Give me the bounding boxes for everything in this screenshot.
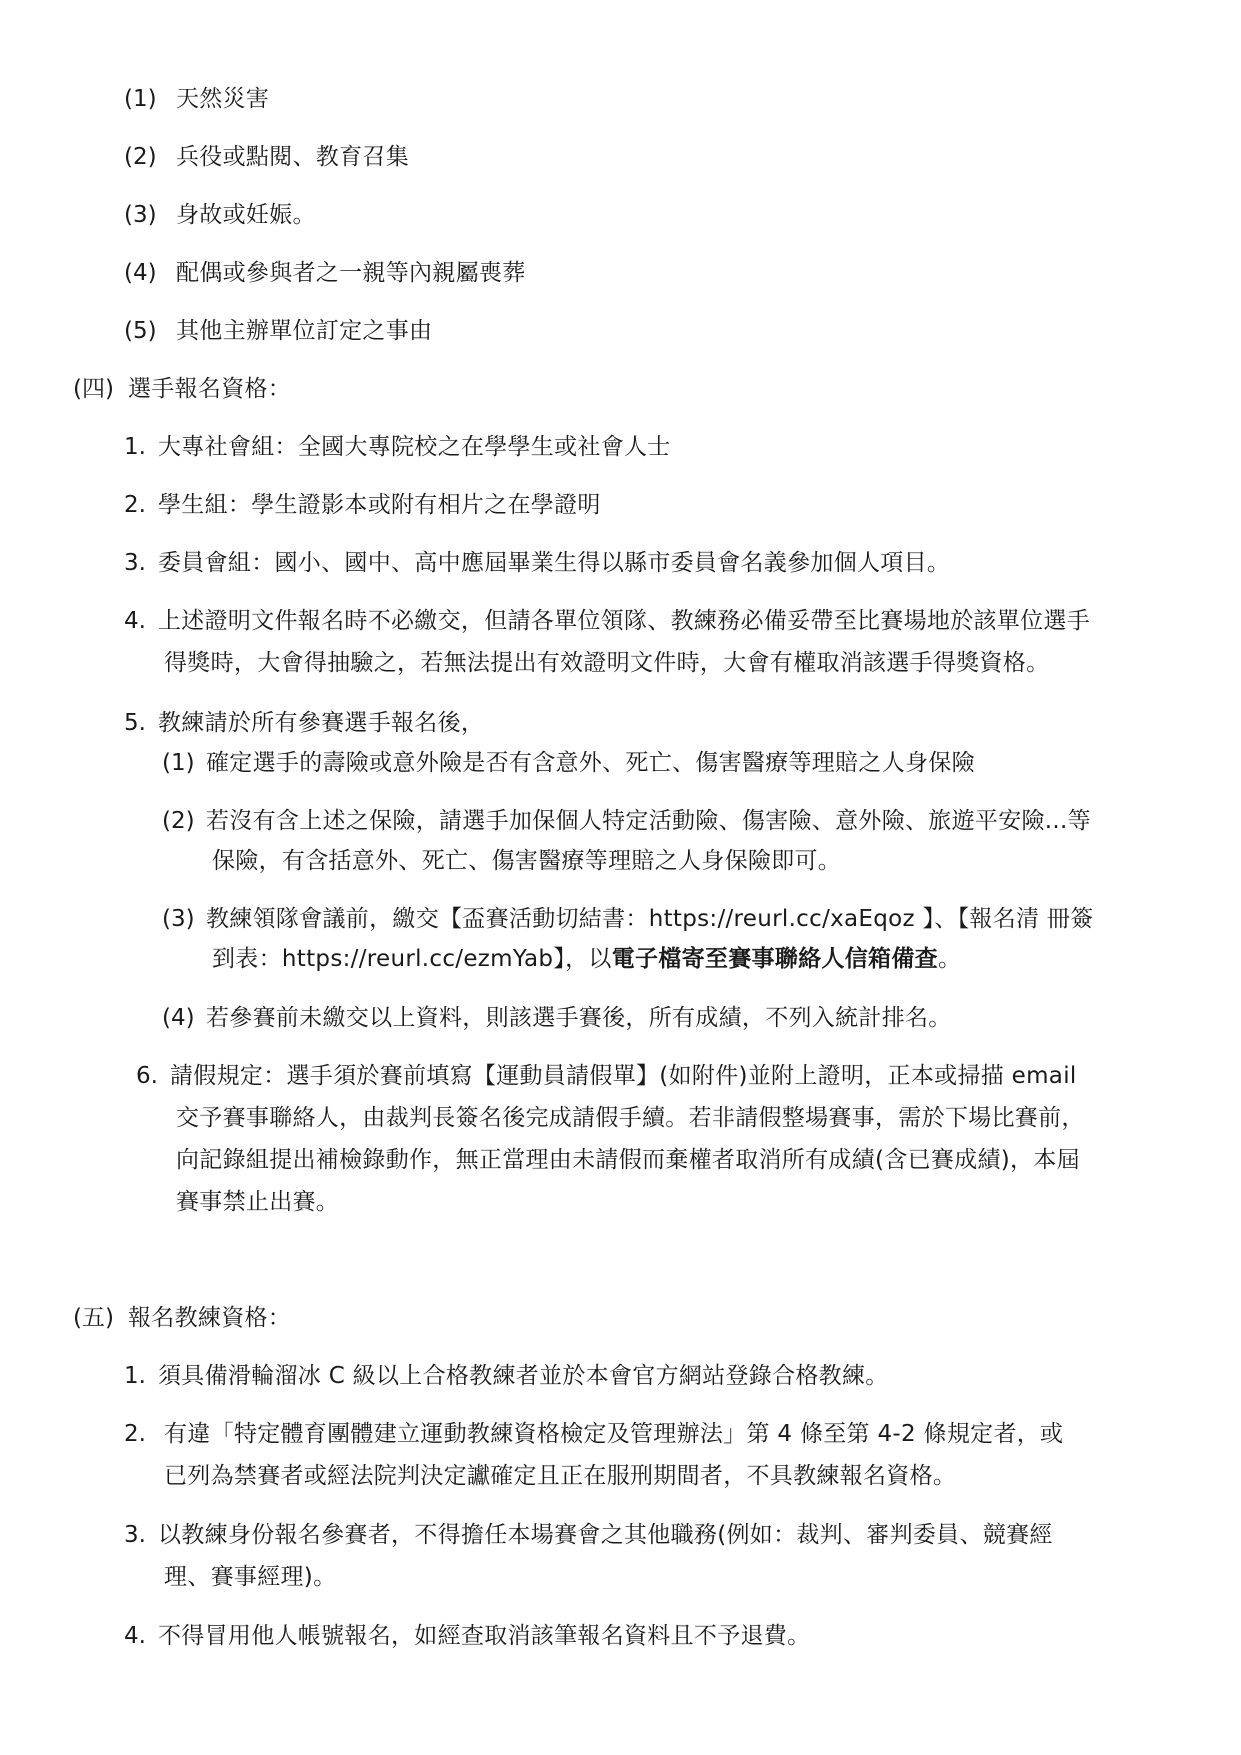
item-text: 請假規定：選手須於賽前填寫【運動員請假單】(如附件)並附上證明，正本或掃描 email [170,1063,1077,1089]
item-number: 1. [124,434,146,460]
item-text: 得獎時，大會得抽驗之，若無法提出有效證明文件時，大會有權取消該選手得獎資格。 [164,650,1050,676]
subitem-number: (4) [162,1005,195,1031]
item-number: 6. [136,1063,158,1089]
reason-number: (5) [124,318,157,344]
reason-text: 身故或妊娠。 [176,202,316,228]
subitem-text: 若沒有含上述之保險，請選手加保個人特定活動險、傷害險、意外險、旅遊平安險...等 [206,808,1091,834]
reason-number: (4) [124,260,157,286]
reason-number: (2) [124,144,157,170]
reason-text: 配偶或參與者之一親等內親屬喪葬 [176,260,526,286]
reason-text: 兵役或點閱、教育召集 [176,144,409,170]
subitem-text: 教練領隊會議前，繳交【盃賽活動切結書：https://reurl.cc/xaEqoz 】、【報名清 冊簽 [206,906,1094,932]
subitem-number: (1) [162,750,195,776]
item-text: 有違「特定體育團體建立運動教練資格檢定及管理辦法」第 4 條至第 4-2 條規定者，或 [164,1421,1064,1447]
subitem-text [212,944,961,974]
section-title: 選手報名資格： [128,376,292,402]
subitem-text-plain: 到表：https://reurl.cc/ezmYab】，以 [212,946,612,972]
reason-text: 其他主辦單位訂定之事由 [176,318,433,344]
reason-text: 天然災害 [176,86,270,112]
item-text: 須具備滑輪溜冰 C 級以上合格教練者並於本會官方網站登錄合格教練。 [158,1363,889,1389]
item-number: 5. [124,710,146,736]
section-title: 報名教練資格： [128,1305,292,1331]
item-number: 4. [124,608,146,634]
item-number: 2. [124,1421,146,1447]
item-text: 學生組：學生證影本或附有相片之在學證明 [158,492,601,518]
item-text: 委員會組：國小、國中、高中應屆畢業生得以縣市委員會名義參加個人項目。 [158,550,951,576]
subitem-text: 確定選手的壽險或意外險是否有含意外、死亡、傷害醫療等理賠之人身保險 [206,750,975,776]
item-number: 3. [124,550,146,576]
section-number: (四) [73,376,114,402]
item-text: 不得冒用他人帳號報名，如經查取消該筆報名資料且不予退費。 [158,1623,811,1649]
item-text: 理、賽事經理)。 [164,1564,337,1590]
reason-number: (1) [124,86,157,112]
subitem-number: (3) [162,906,195,932]
item-text: 大專社會組：全國大專院校之在學學生或社會人士 [158,434,671,460]
subitem-text: 保險，有含括意外、死亡、傷害醫療等理賠之人身保險即可。 [212,848,842,874]
item-text: 向記錄組提出補檢錄動作，無正當理由未請假而棄權者取消所有成績(含已賽成績)，本屆 [176,1147,1080,1173]
item-text: 賽事禁止出賽。 [176,1189,340,1215]
item-text: 教練請於所有參賽選手報名後， [158,710,485,736]
section-number: (五) [73,1305,114,1331]
subitem-number: (2) [162,808,195,834]
item-number: 4. [124,1623,146,1649]
subitem-text-end: 。 [937,946,962,972]
item-number: 2. [124,492,146,518]
item-text: 已列為禁賽者或經法院判決定讞確定且正在服刑期間者，不具教練報名資格。 [164,1463,957,1489]
reason-number: (3) [124,202,157,228]
item-text: 交予賽事聯絡人，由裁判長簽名後完成請假手續。若非請假整場賽事，需於下場比賽前， [176,1105,1085,1131]
subitem-text: 若參賽前未繳交以上資料，則該選手賽後，所有成績，不列入統計排名。 [206,1005,952,1031]
item-number: 3. [124,1522,146,1548]
item-text: 上述證明文件報名時不必繳交，但請各單位領隊、教練務必備妥帶至比賽場地於該單位選手 [158,608,1090,634]
item-text: 以教練身份報名參賽者，不得擔任本場賽會之其他職務(例如：裁判、審判委員、競賽經 [158,1522,1053,1548]
subitem-text-bold: 電子檔寄至賽事聯絡人信箱備查 [611,946,938,972]
item-number: 1. [124,1363,146,1389]
